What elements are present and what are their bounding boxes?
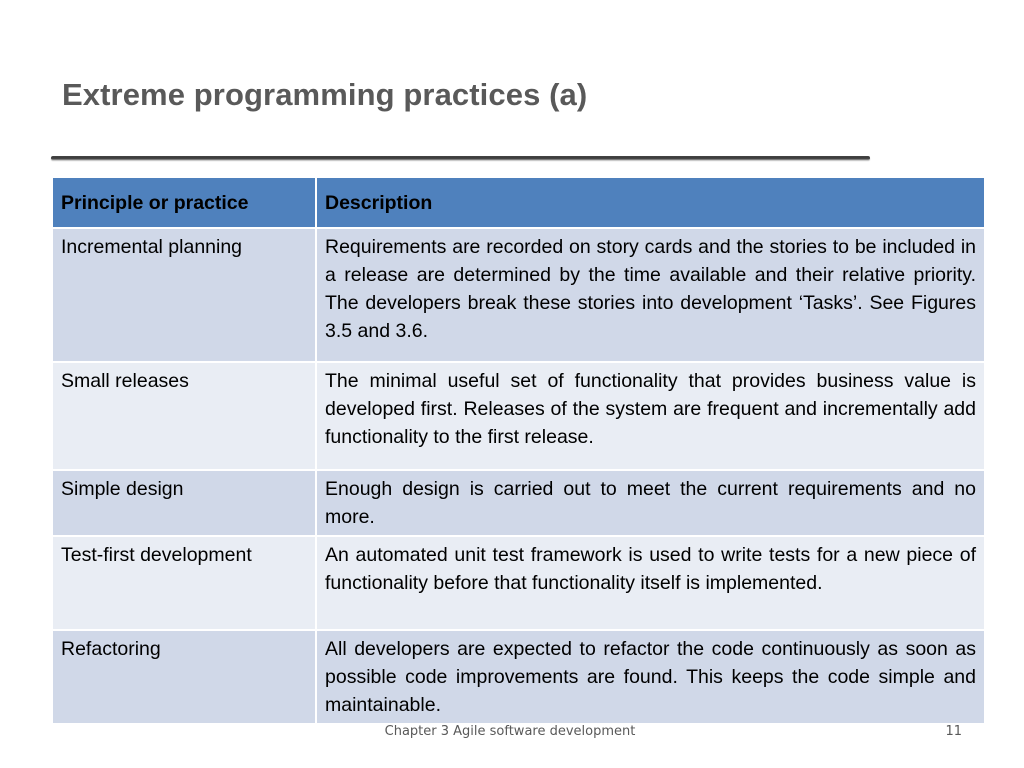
description-cell: Requirements are recorded on story cards and the stories to be included in a release are determined by the time available and their relative priority. The developers break these stories into development ‘Tasks’. See Figures 3.5 and 3.6. (316, 228, 985, 362)
page-number: 11 (945, 724, 962, 739)
practice-cell: Incremental planning (52, 228, 316, 362)
table-row (52, 470, 985, 536)
practices-table (51, 176, 986, 725)
description-cell: An automated unit test framework is used to write tests for a new piece of functionality before that functionality itself is implemented. (316, 536, 985, 630)
column-header-description: Description (316, 177, 985, 228)
table-header-row (52, 177, 985, 228)
table-row (52, 228, 985, 362)
practice-cell: Simple design (52, 470, 316, 536)
description-cell: Enough design is carried out to meet the current requirements and no more. (316, 470, 985, 536)
table-row (52, 362, 985, 470)
practice-cell: Small releases (52, 362, 316, 470)
practice-cell: Test-first development (52, 536, 316, 630)
footer-chapter-label: Chapter 3 Agile software development (384, 724, 636, 739)
description-cell: All developers are expected to refactor the code continuously as soon as possible code improvements are found. This keeps the code simple and maintainable. (316, 630, 985, 724)
description-cell: The minimal useful set of functionality that provides business value is developed first. Releases of the system are frequent and incrementally add functionality to the first release. (316, 362, 985, 470)
table-row (52, 536, 985, 630)
title-underline (51, 156, 870, 160)
slide-title: Extreme programming practices (a) (62, 77, 588, 112)
practice-cell: Refactoring (52, 630, 316, 724)
table-row (52, 630, 985, 724)
column-header-practice: Principle or practice (52, 177, 316, 228)
